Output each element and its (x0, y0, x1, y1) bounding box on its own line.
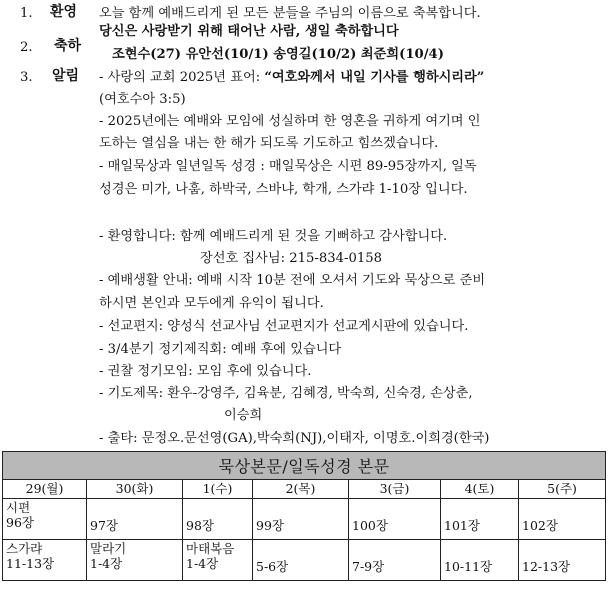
day-header: 30(화) (87, 480, 183, 499)
meditation-line1: - 매일묵상과 일년일독 성경 : 매일묵상은 시편 89-95장까지, 일독 (99, 159, 477, 174)
cell-bottom: 99장 (256, 518, 284, 533)
reading-cell (183, 540, 253, 581)
birthday-names: 조현수(27) 유안선(10/1) 송영길(10/2) 최준희(10/4) (112, 47, 444, 62)
section-title-celebrate: 축하 (54, 38, 82, 54)
notice-2025-line2: 도하는 열심을 내는 한 해가 되도록 기도하고 힘쓰겠습니다. (99, 136, 439, 151)
reading-schedule-table (2, 451, 606, 581)
reading-cell (87, 540, 183, 581)
meditation-cell (87, 499, 183, 540)
cell-bottom: 96장 (6, 515, 34, 530)
motto-line (99, 68, 484, 87)
motto-reference: (여호수아 3:5) (99, 92, 186, 107)
meditation-cell (183, 499, 253, 540)
welcome-new-notice: - 환영합니다: 함께 예배드리게 된 것을 기뻐하고 감사합니다. (99, 229, 448, 244)
cell-bottom: 10-11장 (444, 559, 493, 574)
cell-top: 마태복음 (186, 541, 235, 556)
reading-cell (3, 540, 87, 581)
day-header: 1(수) (183, 480, 253, 499)
travel-notice: - 출타: 문정오.문선영(GA),박숙희(NJ),이태자, 이명호.이희경(한국) (99, 431, 490, 446)
motto-prefix: - 사랑의 교회 2025년 표어: (99, 70, 265, 85)
prayer-requests-line2: 이승희 (224, 408, 263, 423)
schedule-title: 묵상본문/일독성경 본문 (3, 452, 606, 480)
cell-bottom: 12-13장 (522, 559, 571, 574)
meditation-line2: 성경은 미가, 나훔, 하박국, 스바냐, 학개, 스가랴 1-10장 입니다. (99, 182, 468, 197)
cell-bottom: 97장 (90, 518, 118, 533)
cell-bottom: 7-9장 (352, 559, 385, 574)
day-header: 5(주) (519, 480, 606, 499)
reading-cell (349, 540, 441, 581)
reading-row (3, 540, 606, 581)
cell-bottom: 100장 (352, 518, 388, 533)
deacon-contact: 장선호 집사님: 215-834-0158 (200, 251, 383, 266)
section-number: 2. (20, 40, 33, 55)
cell-bottom: 5-6장 (256, 559, 289, 574)
cell-bottom: 11-13장 (6, 556, 55, 571)
cell-top: 말라기 (90, 541, 127, 556)
birthday-heading: 당신은 사랑받기 위해 태어난 사람, 생일 축하합니다 (99, 24, 399, 39)
day-header: 3(금) (349, 480, 441, 499)
notice-2025-line1: - 2025년에는 예배와 모임에 성실하며 한 영혼을 귀하게 여기며 인 (99, 114, 481, 129)
deacon-meeting-notice: - 권찰 정기모임: 모임 후에 있습니다. (99, 364, 312, 379)
reading-cell (253, 540, 349, 581)
meditation-row (3, 499, 606, 540)
meditation-cell (519, 499, 606, 540)
motto-quote: “여호와께서 내일 기사를 행하시리라” (264, 70, 485, 85)
day-header: 29(월) (3, 480, 87, 499)
meditation-cell (3, 499, 87, 540)
cell-bottom: 101장 (444, 518, 480, 533)
meditation-cell (253, 499, 349, 540)
worship-guide-line2: 하시면 본인과 모두에게 유익이 됩니다. (99, 296, 324, 311)
section-number: 1. (20, 6, 33, 21)
section-title-welcome: 환영 (50, 4, 78, 20)
schedule-days-row (3, 480, 606, 499)
cell-top: 스가랴 (6, 541, 43, 556)
cell-bottom: 102장 (522, 518, 558, 533)
meditation-cell (349, 499, 441, 540)
reading-cell (519, 540, 606, 581)
section-number: 3. (20, 70, 33, 85)
section-title-notices: 알림 (52, 68, 80, 84)
cell-bottom: 1-4장 (90, 556, 123, 571)
prayer-requests-line1: - 기도제목: 환우-강영주, 김육분, 김혜경, 박숙희, 신숙경, 손상춘, (99, 386, 473, 401)
mission-letter-notice: - 선교편지: 양성식 선교사님 선교편지가 선교게시판에 있습니다. (99, 319, 469, 334)
worship-guide-line1: - 예배생활 안내: 예배 시작 10분 전에 오셔서 기도와 묵상으로 준비 (99, 273, 486, 288)
day-header: 4(토) (441, 480, 519, 499)
meditation-cell (441, 499, 519, 540)
welcome-text: 오늘 함께 예배드리게 된 모든 분들을 주님의 이름으로 축복합니다. (99, 6, 481, 21)
session-meeting-notice: - 3/4분기 정기제직회: 예배 후에 있습니다 (99, 342, 342, 357)
cell-bottom: 98장 (186, 518, 214, 533)
day-header: 2(목) (253, 480, 349, 499)
cell-top: 시편 (6, 500, 31, 515)
reading-cell (441, 540, 519, 581)
cell-bottom: 1-4장 (186, 556, 219, 571)
